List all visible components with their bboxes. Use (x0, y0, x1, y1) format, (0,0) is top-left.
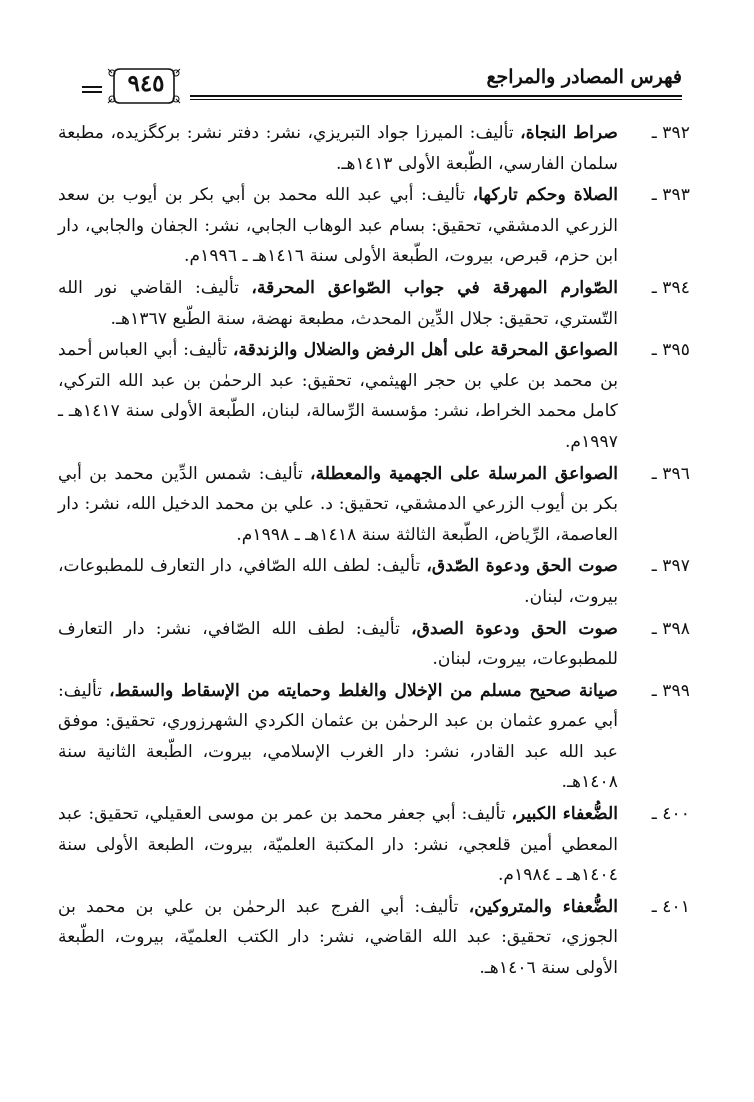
entry-details: تأليف: أبي العباس أحمد بن محمد بن علي بن حجر الهيثمي، تحقيق: عبد الرحمٰن بن عبد الله التركي، كامل محمد الخراط، نشر: مؤسسة الرِّسالة، لبنان، الطّبعة الأولى سنة ١٤١٧هـ ـ ١٩٩٧م. (58, 340, 618, 452)
bibliography-entry (58, 676, 690, 798)
entry-title: الصواعق المرسلة على الجهمية والمعطلة، (310, 463, 618, 484)
entry-title: صوت الحق ودعوة الصّدق، (426, 556, 618, 577)
page-number-frame (104, 67, 184, 105)
bibliography-entry (58, 614, 690, 675)
bibliography-entry (58, 335, 690, 457)
header-rule-thin (190, 99, 682, 100)
entry-title: الصلاة وحكم تاركها، (472, 185, 618, 206)
running-title: فهرس المصادر والمراجع (486, 66, 682, 88)
entry-details: تأليف: أبي عبد الله محمد بن أبي بكر بن أيوب بن سعد الزرعي الدمشقي، تحقيق: بسام عبد الوهاب الجابي، نشر: الجفان والجابي، دار ابن حزم، قبرص، بيروت، الطّبعة الأولى سنة ١٤١٦هـ ـ ١٩٩٦م. (58, 185, 618, 267)
entry-details: تأليف: أبي جعفر محمد بن عمر بن موسى العقيلي، تحقيق: عبد المعطي أمين قلعجي، نشر: دار المكتبة العلميّة، بيروت، الطبعة الأولى سنة ١٤٠٤هـ ـ ١٩٨٤م. (58, 804, 618, 886)
entry-title: صوت الحق ودعوة الصدق، (411, 618, 618, 639)
entry-number: ٣٩٥ ـ (651, 340, 690, 361)
entry-number: ٣٩٤ ـ (651, 277, 690, 298)
entry-details: تأليف: القاضي نور الله التّستري، تحقيق: جلال الدِّين المحدث، مطبعة نهضة، سنة الطّبع ١٣٦٧هـ. (58, 277, 618, 329)
bibliography-entry (58, 180, 690, 272)
entry-number: ٣٩٧ ـ (651, 556, 690, 577)
entry-number: ٣٩٣ ـ (651, 185, 690, 206)
entry-number: ٣٩٦ ـ (651, 463, 690, 484)
bibliography-entry (58, 118, 690, 179)
bibliography-entry (58, 799, 690, 891)
entry-details: تأليف: شمس الدِّين محمد بن أبي بكر بن أيوب الزرعي الدمشقي، تحقيق: د. علي بن محمد الدخيل الله، نشر: دار العاصمة، الرِّياض، الطّبعة الثالثة سنة ١٤١٨هـ ـ ١٩٩٨م. (58, 463, 618, 545)
entry-number: ٤٠٠ ـ (651, 804, 690, 825)
entry-number: ٣٩٩ ـ (651, 680, 690, 701)
entry-number: ٣٩٨ ـ (651, 618, 690, 639)
header-left-rule (82, 86, 102, 88)
entry-title: الصّوارم المهرقة في جواب الصّواعق المحرقة، (251, 277, 619, 298)
entry-details: تأليف: لطف الله الصّافي، دار التعارف للمطبوعات، بيروت، لبنان. (58, 556, 618, 607)
entry-title: صراط النجاة، (520, 123, 618, 143)
bibliography-entry (58, 459, 690, 551)
page-number: ٩٤٥ (127, 70, 165, 97)
header-rule (190, 95, 682, 97)
entry-details: تأليف: لطف الله الصّافي، نشر: دار التعارف للمطبوعات، بيروت، لبنان. (58, 618, 618, 670)
page-header (82, 62, 682, 108)
entry-title: الضُّعفاء الكبير، (511, 804, 618, 825)
entry-title: الصواعق المحرقة على أهل الرفض والضلال والزندقة، (232, 340, 618, 361)
entry-title: صيانة صحيح مسلم من الإخلال والغلط وحمايته من الإسقاط والسقط، (109, 680, 618, 701)
bibliography-entry (58, 273, 690, 334)
entry-number: ٣٩٢ ـ (651, 123, 690, 143)
bibliography-entry (58, 551, 690, 612)
bibliography-list (58, 118, 690, 985)
bibliography-entry (58, 892, 690, 984)
entry-title: الضُّعفاء والمتروكين، (468, 896, 618, 917)
entry-details: تأليف: أبي الفرج عبد الرحمٰن بن علي بن محمد بن الجوزي، تحقيق: عبد الله القاضي، نشر: دار الكتب العلميّة، بيروت، الطّبعة الأولى سنة ١٤٠٦هـ. (58, 896, 618, 979)
entry-details: تأليف: الميرزا جواد التبريزي، نشر: دفتر نشر: بركگزيده، مطبعة سلمان الفارسي، الطّبعة الأولى ١٤١٣هـ. (58, 123, 618, 174)
header-left-rule-second (82, 91, 102, 93)
entry-number: ٤٠١ ـ (651, 896, 690, 917)
entry-details: تأليف: أبي عمرو عثمان بن عبد الرحمٰن بن عثمان الكردي الشهرزوري، تحقيق: موفق عبد الله عبد القادر، نشر: دار الغرب الإسلامي، بيروت، الطّبعة الثانية سنة ١٤٠٨هـ. (58, 680, 618, 793)
